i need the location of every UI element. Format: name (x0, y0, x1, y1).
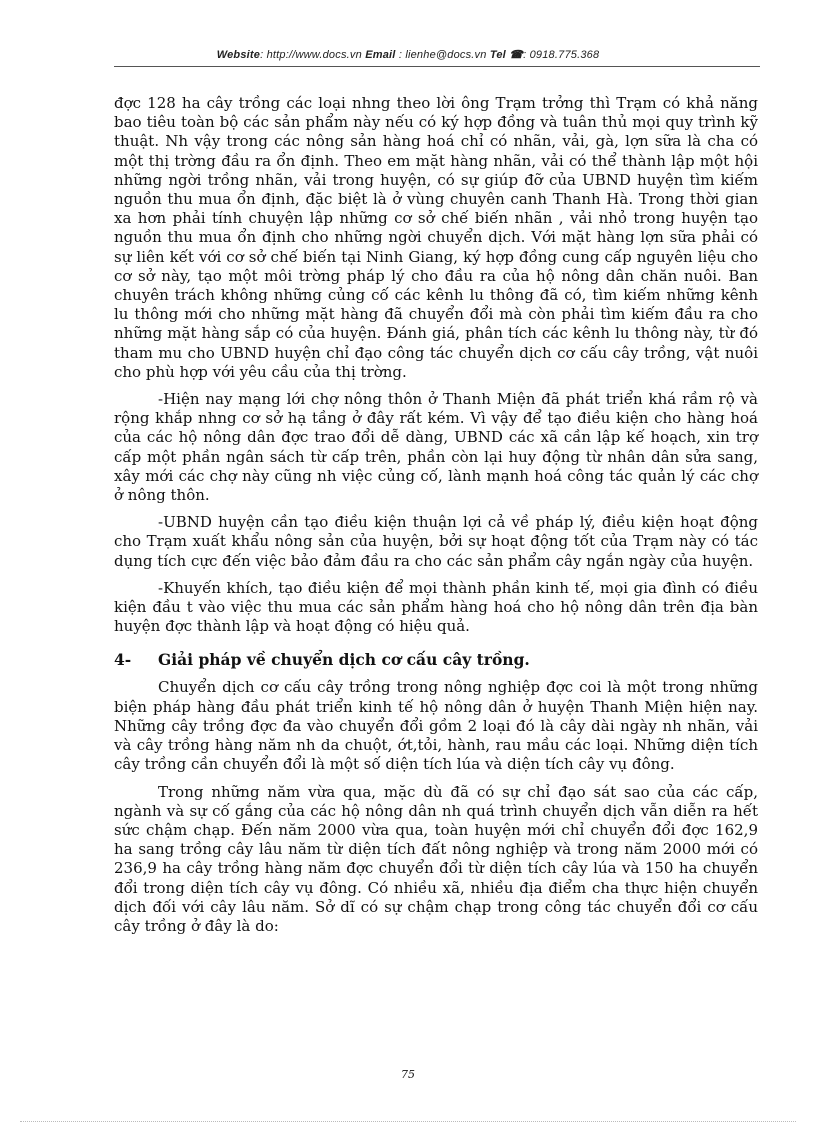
website-label: Website (216, 49, 261, 61)
paragraph-market-network: -Hiện nay mạng lới chợ nông thôn ở Thanh Miện đã phát triển khá rầm rộ và rộng khắp nhng cơ sở hạ tầng ở đây rất kém. Vì vậy để tạo điều kiện cho hàng hoá của các hộ nông dân đợc trao đổi dễ dàng, UBND các xã cần lập kế hoạch, xin trợ cấp một phần ngân sách từ cấp trên, phần còn lại huy động từ nhân dân sửa sang, xây mới các chợ này cũng nh việc củng cố, lành mạnh hoá công tác quản lý các chợ ở nông thôn. (114, 390, 758, 505)
footer-divider (20, 1121, 796, 1122)
page-number: 75 (401, 1068, 415, 1081)
website-value: : http://www.docs.vn (260, 49, 362, 61)
page-header (0, 48, 816, 61)
header-divider (114, 66, 760, 67)
paragraph-continued: đợc 128 ha cây trồng các loại nhng theo lời ông Trạm trởng thì Trạm có khả năng bao tiêu toàn bộ các sản phẩm này nếu có ký hợp đồng và tuân thủ mọi quy trình kỹ thuật. Nh vậy trong các nông sản hàng hoá chỉ có nhãn, vải, gà, lợn sữa là cha có một thị trờng đầu ra ổn định. Theo em mặt hàng nhãn, vải có thể thành lập một hội những ngời trồng nhãn, vải trong huyện, có sự giúp đỡ của UBND huyện tìm kiếm nguồn thu mua ổn định, đặc biệt là ở vùng chuyên canh Thanh Hà. Trong thời gian xa hơn phải tính chuyện lập những cơ sở chế biến nhãn , vải nhỏ trong huyện tạo nguồn thu mua ổn định cho những ngời chuyển dịch. Với mặt hàng lợn sữa phải có sự liên kết với cơ sở chế biến tại Ninh Giang, ký hợp đồng cung cấp nguyên liệu cho cơ sở này, tạo một môi trờng pháp lý cho đầu ra của hộ nông dân chăn nuôi. Ban chuyên trách không những củng cố các kênh lu thông đã có, tìm kiếm những kênh lu thông mới cho những mặt hàng đã chuyển đổi mà còn phải tìm kiếm đầu ra cho những mặt hàng sắp có của huyện. Đánh giá, phân tích các kênh lu thông này, từ đó tham mu cho UBND huyện chỉ đạo công tác chuyển dịch cơ cấu cây trồng, vật nuôi cho phù hợp với yêu cầu của thị trờng. (114, 94, 758, 381)
paragraph-ubnd-support: -UBND huyện cần tạo điều kiện thuận lợi cả về pháp lý, điều kiện hoạt động cho Trạm xuất khẩu nông sản của huyện, bởi sự hoạt động tốt của Trạm này có tác dụng tích cực đến việc bảo đảm đầu ra cho các sản phẩm cây ngắn ngày của huyện. (114, 513, 758, 570)
email-label: Email (365, 49, 396, 61)
section-number: 4- (114, 650, 132, 670)
section-heading (114, 650, 758, 670)
paragraph-crop-shift: Chuyển dịch cơ cấu cây trồng trong nông nghiệp đợc coi là một trong những biện pháp hàng đầu phát triển kinh tế hộ nông dân ở huyện Thanh Miện hiện nay. Những cây trồng đợc đa vào chuyển đổi gồm 2 loại đó là cây dài ngày nh nhãn, vải và cây trồng hàng năm nh da chuột, ớt,tỏi, hành, rau mầu các loại. Những diện tích cây trồng cần chuyển đổi là một số diện tích lúa và diện tích cây vụ đông. (114, 678, 758, 774)
paragraph-investment: -Khuyến khích, tạo điều kiện để mọi thành phần kinh tế, mọi gia đình có điều kiện đầu t vào việc thu mua các sản phẩm hàng hoá cho hộ nông dân trên địa bàn huyện đợc thành lập và hoạt động có hiệu quả. (114, 578, 758, 636)
document-body (114, 94, 758, 944)
tel-label: Tel (489, 49, 506, 61)
section-title: Giải pháp về chuyển dịch cơ cấu cây trồng. (158, 650, 530, 670)
paragraph-slow-progress: Trong những năm vừa qua, mặc dù đã có sự chỉ đạo sát sao của các cấp, ngành và sự cố gắng của các hộ nông dân nh quá trình chuyển dịch vẫn diễn ra hết sức chậm chạp. Đến năm 2000 vừa qua, toàn huyện mới chỉ chuyển đổi đợc 162,9 ha sang trồng cây lâu năm từ diện tích đất nông nghiệp và trong năm 2000 mới có 236,9 ha cây trồng hàng năm đợc chuyển đổi từ diện tích cây lúa và 150 ha chuyển đổi trong diện tích cây vụ đông. Có nhiều xã, nhiều địa điểm cha thực hiện chuyển dịch đối với cây lâu năm. Sở dĩ có sự chậm chạp trong công tác chuyển đổi cơ cấu cây trồng ở đây là do: (114, 782, 758, 935)
phone-icon: ☎ (509, 49, 524, 61)
email-value: : lienhe@docs.vn (398, 49, 487, 61)
tel-value: : 0918.775.368 (523, 49, 600, 61)
